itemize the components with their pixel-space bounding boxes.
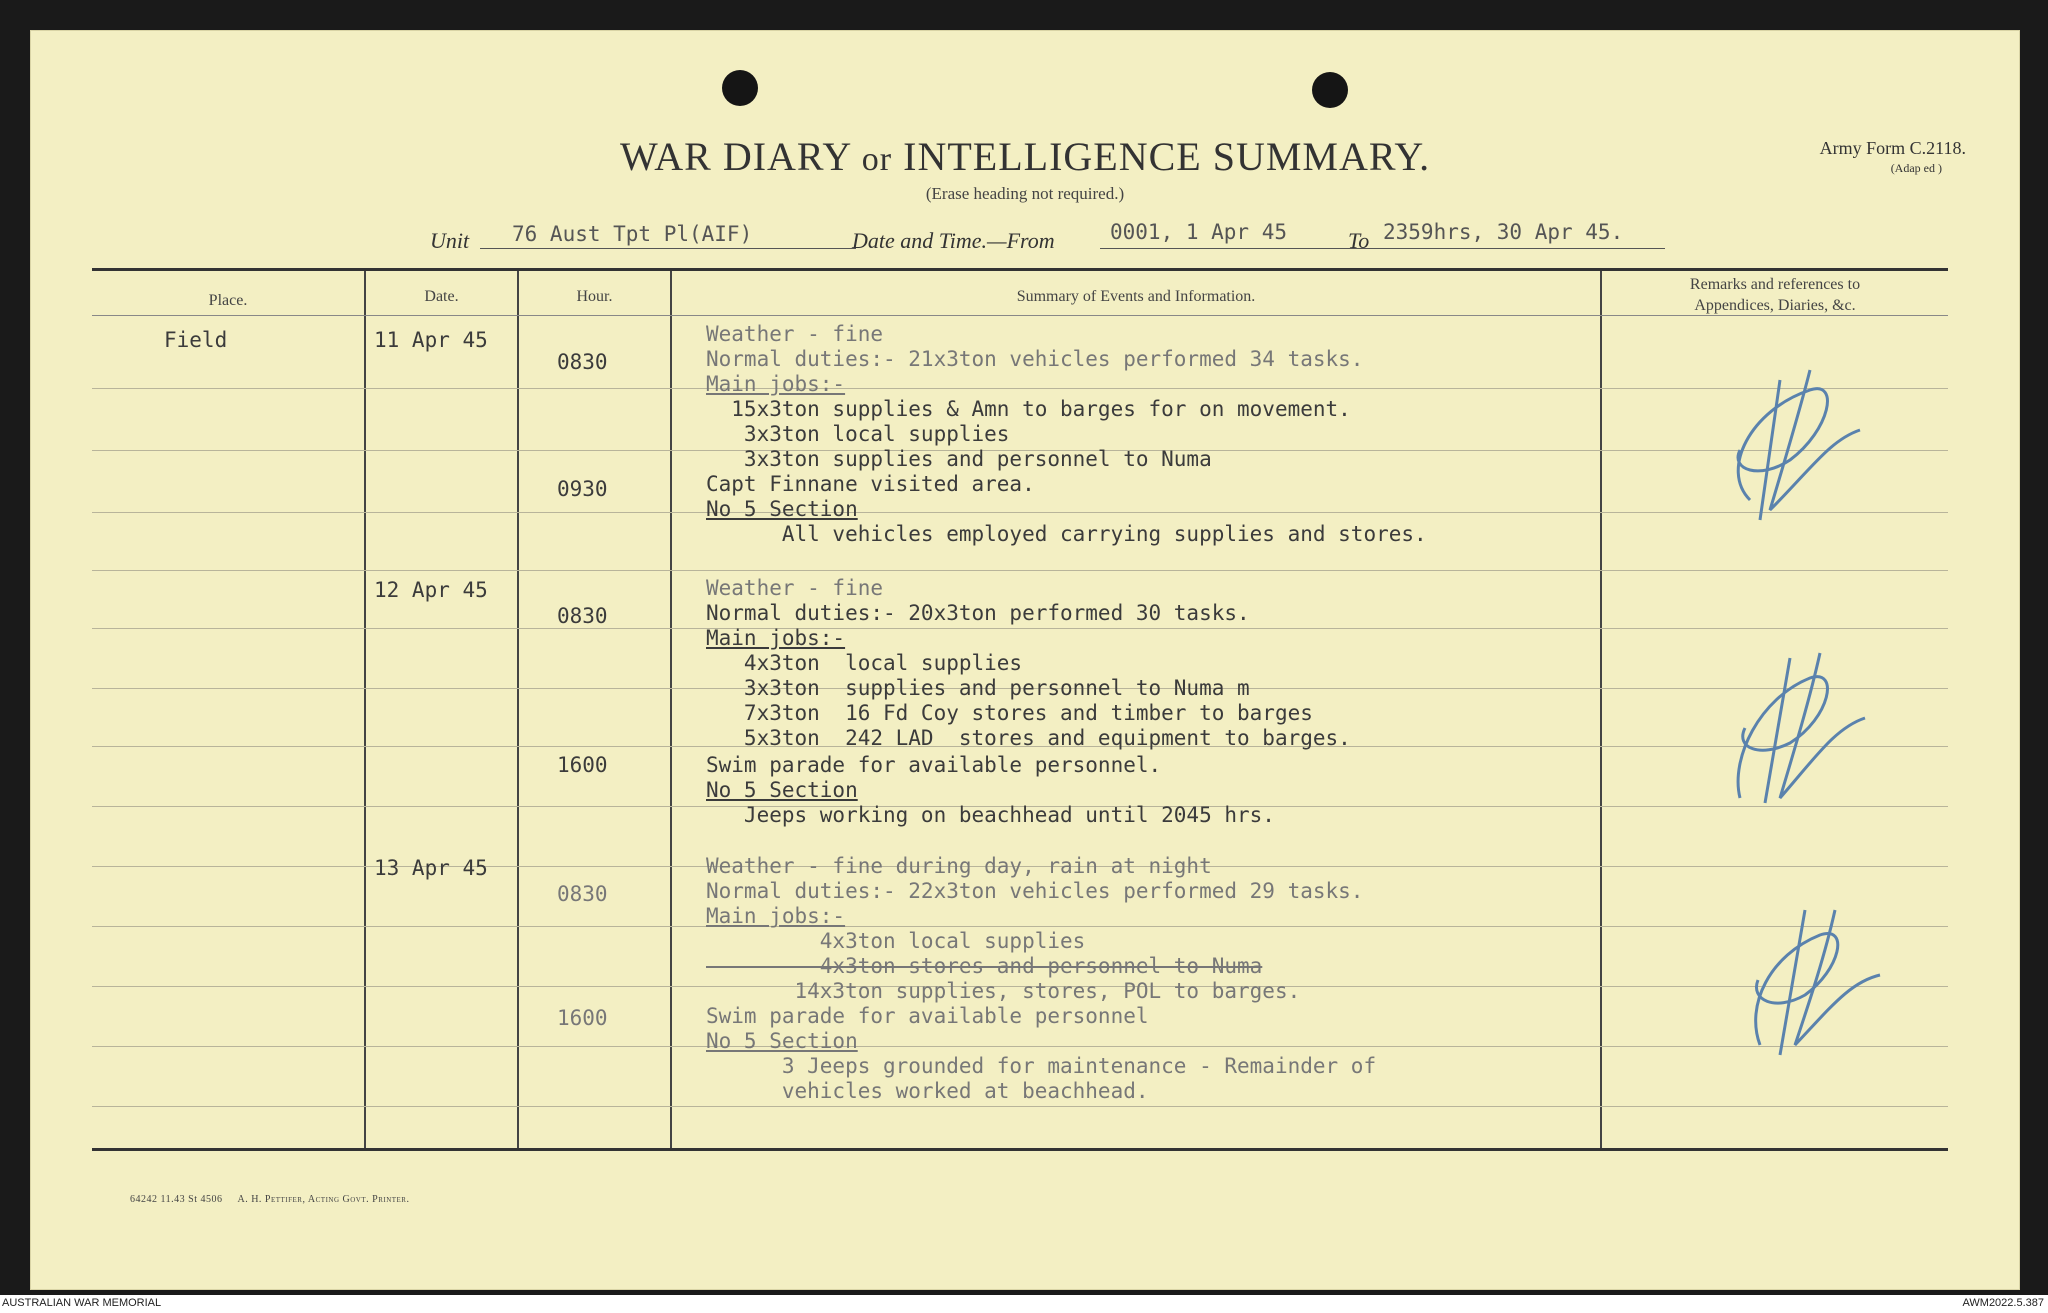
entry-1-line-9: All vehicles employed carrying supplies and stores. bbox=[706, 522, 1427, 546]
entry-3-line-1: Weather - fine during day, rain at night bbox=[706, 854, 1212, 878]
entry-3-line-7: Swim parade for available personnel bbox=[706, 1004, 1149, 1028]
col-divider-summary-remarks bbox=[1600, 271, 1602, 1148]
to-value: 2359hrs, 30 Apr 45. bbox=[1383, 220, 1624, 244]
entry-2-line-9: No 5 Section bbox=[706, 778, 858, 802]
erase-note: (Erase heading not required.) bbox=[925, 184, 1125, 203]
entry-1-hour-2: 0930 bbox=[557, 477, 608, 501]
col-divider-hour-summary bbox=[670, 271, 672, 1148]
entry-3-line-4: 4x3ton local supplies bbox=[706, 929, 1086, 953]
print-code: 64242 11.43 St 4506 bbox=[130, 1194, 223, 1205]
ruled-line bbox=[92, 1106, 1948, 1107]
entry-1-line-7: Capt Finnane visited area. bbox=[706, 472, 1035, 496]
ruled-line bbox=[92, 512, 1948, 513]
signature-1 bbox=[1690, 350, 1890, 540]
punch-hole-right bbox=[1312, 72, 1348, 108]
table-bottom-rule bbox=[92, 1148, 1948, 1151]
entry-3-line-5: 4x3ton stores and personnel to Numa bbox=[706, 954, 1263, 978]
signature-3 bbox=[1700, 880, 1900, 1070]
entry-3-line-3: Main jobs:- bbox=[706, 904, 846, 928]
entry-3-line-6: 14x3ton supplies, stores, POL to barges. bbox=[706, 979, 1301, 1003]
ruled-line bbox=[92, 388, 1948, 389]
table-top-rule bbox=[92, 268, 1948, 271]
header-remarks bbox=[1602, 274, 1948, 316]
diary-page bbox=[30, 30, 2020, 1290]
printer-imprint bbox=[130, 1194, 409, 1205]
printer-name: A. H. Pettifer, Acting Govt. Printer. bbox=[237, 1194, 410, 1205]
header-underline bbox=[92, 315, 1948, 316]
title-war-diary: WAR DIARY bbox=[619, 134, 851, 179]
entry-1-place: Field bbox=[164, 328, 228, 352]
header-remarks-line1: Remarks and references to bbox=[1689, 276, 1861, 293]
to-underline bbox=[1375, 248, 1665, 249]
entry-2-line-7: 5x3ton 242 LAD stores and equipment to barges. bbox=[706, 726, 1351, 750]
army-form-number bbox=[1820, 138, 1966, 176]
entry-2-line-10: Jeeps working on beachhead until 2045 hrs. bbox=[706, 803, 1275, 827]
header-place: Place. bbox=[208, 292, 248, 309]
entry-3-line-9: 3 Jeeps grounded for maintenance - Remainder of bbox=[706, 1054, 1377, 1078]
entry-1-line-3: Main jobs:- bbox=[706, 372, 846, 396]
entry-1-line-8: No 5 Section bbox=[706, 497, 858, 521]
entry-2-line-2: Normal duties:- 20x3ton performed 30 tasks. bbox=[706, 601, 1250, 625]
entry-1-line-4: 15x3ton supplies & Amn to barges for on movement. bbox=[706, 397, 1351, 421]
to-label: To bbox=[1348, 228, 1370, 253]
title-intelligence-summary: INTELLIGENCE SUMMARY. bbox=[903, 134, 1431, 179]
entry-2-line-1: Weather - fine bbox=[706, 576, 884, 600]
from-value: 0001, 1 Apr 45 bbox=[1110, 220, 1288, 244]
entry-2-line-6: 7x3ton 16 Fd Coy stores and timber to barges bbox=[706, 701, 1313, 725]
entry-2-line-5: 3x3ton supplies and personnel to Numa m bbox=[706, 676, 1250, 700]
entry-2-line-3: Main jobs:- bbox=[706, 626, 846, 650]
entry-2-line-8: Swim parade for available personnel. bbox=[706, 753, 1162, 777]
from-underline bbox=[1100, 248, 1378, 249]
entry-1-line-1: Weather - fine bbox=[706, 322, 884, 346]
signature-2 bbox=[1690, 628, 1890, 818]
entry-3-hour-2: 1600 bbox=[557, 1006, 608, 1030]
unit-value: 76 Aust Tpt Pl(AIF) bbox=[512, 222, 753, 246]
entry-3-date: 13 Apr 45 bbox=[374, 856, 488, 880]
entry-3-line-10: vehicles worked at beachhead. bbox=[706, 1079, 1149, 1103]
form-title bbox=[30, 133, 2020, 180]
entry-3-hour-1: 0830 bbox=[557, 882, 608, 906]
entry-3-line-2: Normal duties:- 22x3ton vehicles performed 29 tasks. bbox=[706, 879, 1364, 903]
archive-source: AUSTRALIAN WAR MEMORIAL bbox=[2, 1297, 162, 1309]
archive-reference: AWM2022.5.387 bbox=[1962, 1297, 2044, 1309]
adapted-label: (Adap ed ) bbox=[1890, 161, 1942, 175]
col-divider-place-date bbox=[364, 271, 366, 1148]
punch-hole-left bbox=[722, 70, 758, 106]
entry-2-line-4: 4x3ton local supplies bbox=[706, 651, 1023, 675]
header-date: Date. bbox=[424, 288, 459, 305]
unit-label: Unit bbox=[430, 228, 470, 253]
ruled-line bbox=[92, 570, 1948, 571]
entry-1-hour-1: 0830 bbox=[557, 350, 608, 374]
entry-2-hour-2: 1600 bbox=[557, 753, 608, 777]
entry-1-date: 11 Apr 45 bbox=[374, 328, 488, 352]
entry-1-line-6: 3x3ton supplies and personnel to Numa bbox=[706, 447, 1212, 471]
unit-underline bbox=[480, 248, 856, 249]
ruled-line bbox=[92, 628, 1948, 629]
archive-strip bbox=[0, 1295, 2048, 1313]
ruled-line bbox=[92, 926, 1948, 927]
date-time-label: Date and Time.—From bbox=[852, 228, 1055, 253]
entry-1-line-5: 3x3ton local supplies bbox=[706, 422, 1010, 446]
col-divider-date-hour bbox=[517, 271, 519, 1148]
header-hour: Hour. bbox=[576, 288, 613, 305]
entry-3-line-8: No 5 Section bbox=[706, 1029, 858, 1053]
entry-2-hour-1: 0830 bbox=[557, 604, 608, 628]
ruled-line bbox=[92, 1046, 1948, 1047]
title-or: or bbox=[861, 141, 893, 178]
header-remarks-line2: Appendices, Diaries, &c. bbox=[1694, 297, 1856, 314]
header-summary: Summary of Events and Information. bbox=[1016, 288, 1256, 305]
army-form-label: Army Form C.2118. bbox=[1819, 138, 1966, 158]
entry-1-line-2: Normal duties:- 21x3ton vehicles performed 34 tasks. bbox=[706, 347, 1364, 371]
entry-2-date: 12 Apr 45 bbox=[374, 578, 488, 602]
